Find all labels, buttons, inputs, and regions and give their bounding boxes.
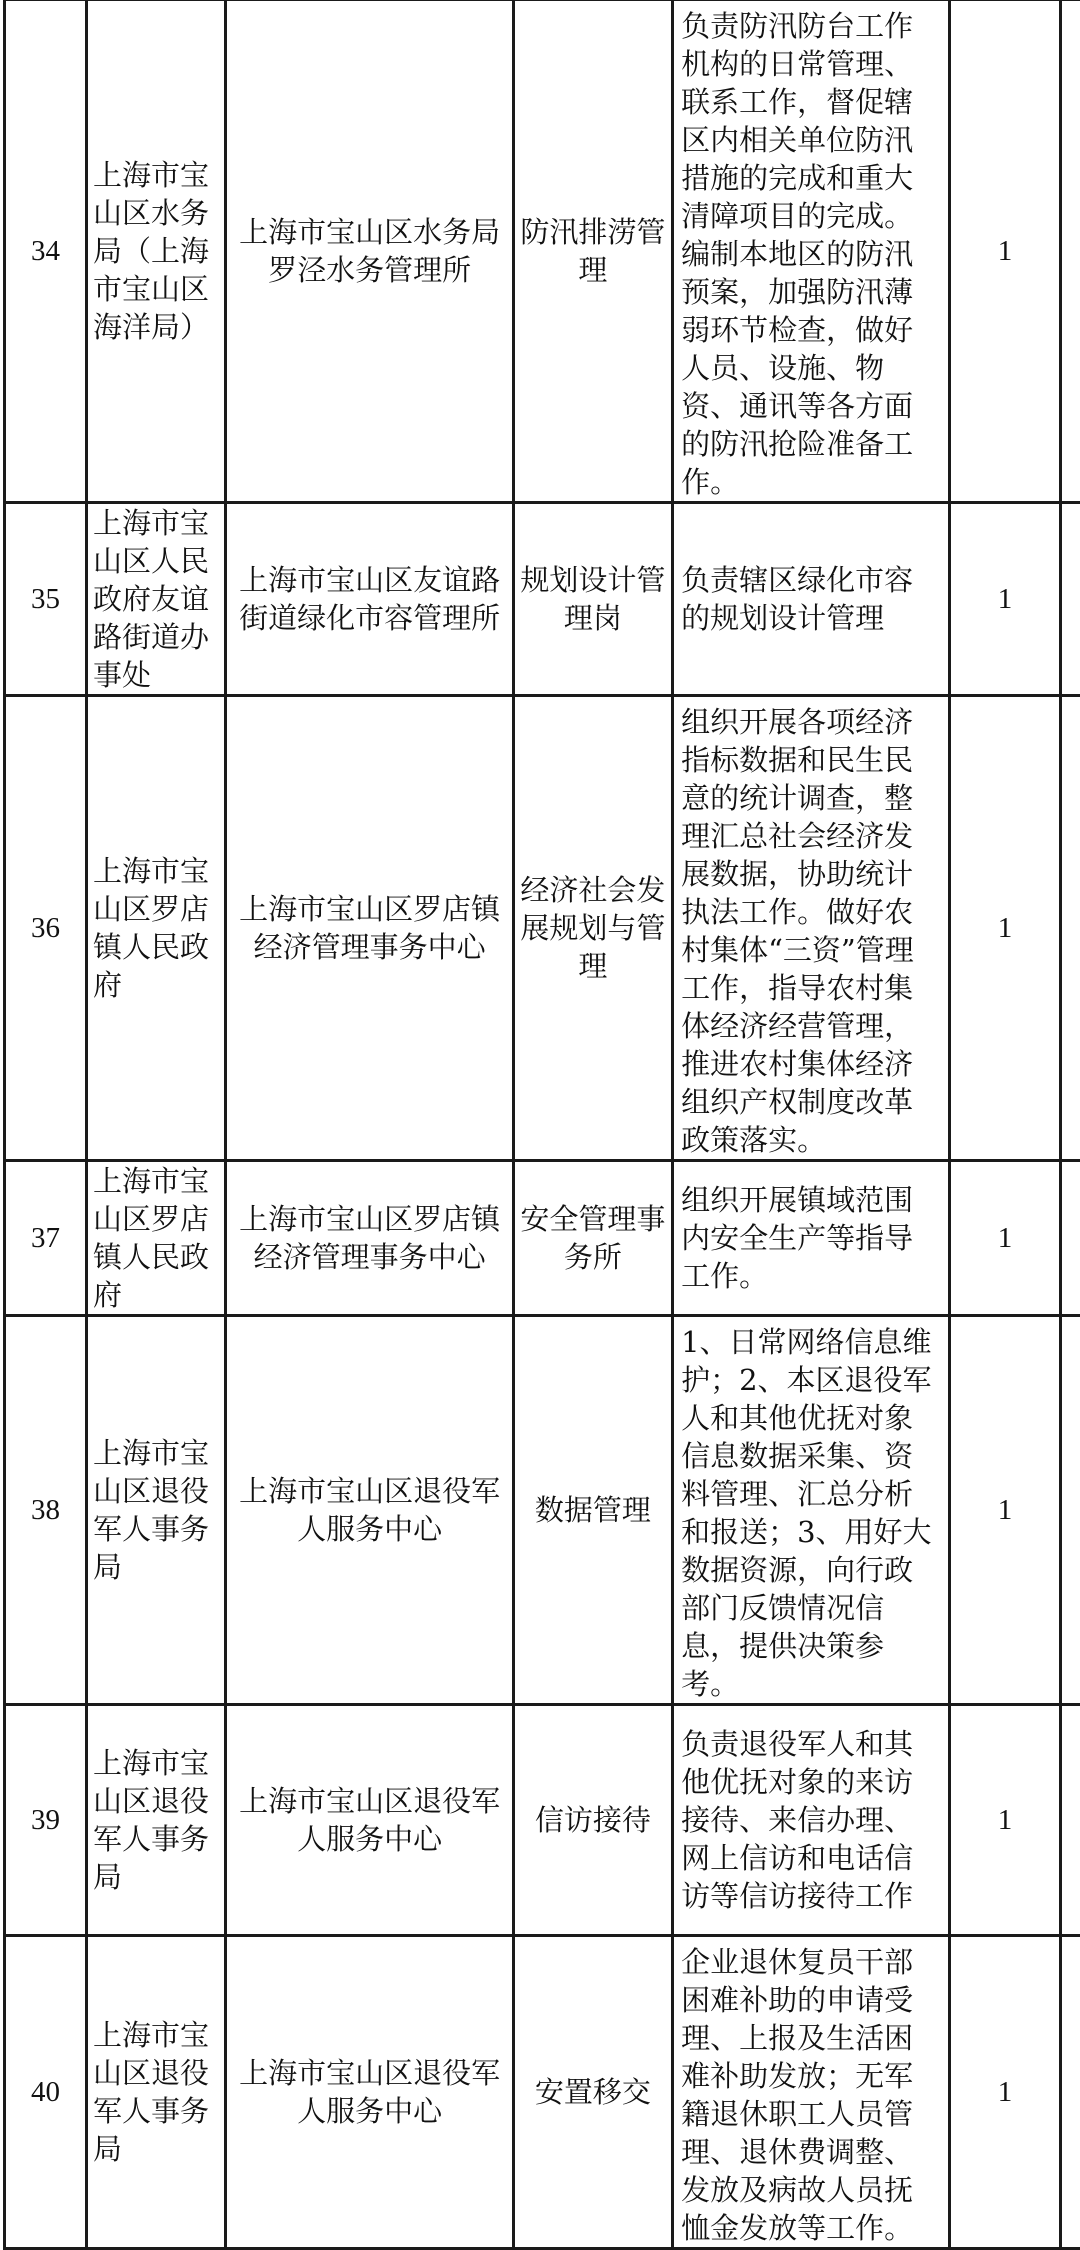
table-row — [5, 1161, 1080, 1316]
row-number: 34 — [5, 0, 87, 503]
table-row — [5, 1705, 1080, 1936]
row-position: 信访接待 — [513, 1705, 672, 1936]
row-count: 1 — [949, 503, 1060, 696]
row-organization: 上海市宝山区罗店镇人民政府 — [87, 696, 226, 1161]
table-row — [5, 1316, 1080, 1705]
table-row — [5, 1936, 1080, 2249]
row-edge — [1061, 1316, 1080, 1705]
row-number: 39 — [5, 1705, 87, 1936]
row-description: 组织开展镇域范围内安全生产等指导工作。 — [673, 1161, 950, 1316]
row-edge — [1061, 0, 1080, 503]
row-description: 企业退休复员干部困难补助的申请受理、上报及生活困难补助发放；无军籍退休职工人员管理、退休费调整、发放及病故人员抚恤金发放等工作。 — [673, 1936, 950, 2249]
row-number: 36 — [5, 696, 87, 1161]
row-organization: 上海市宝山区退役军人事务局 — [87, 1936, 226, 2249]
row-description: 1、日常网络信息维护；2、本区退役军人和其他优抚对象信息数据采集、资料管理、汇总分析和报送；3、用好大数据资源，向行政部门反馈情况信息，提供决策参考。 — [673, 1316, 950, 1705]
row-description: 负责防汛防台工作机构的日常管理、联系工作，督促辖区内相关单位防汛措施的完成和重大清障项目的完成。编制本地区的防汛预案，加强防汛薄弱环节检查，做好人员、设施、物资、通讯等各方面的防汛抢险准备工作。 — [673, 0, 950, 503]
row-count: 1 — [949, 1705, 1060, 1936]
row-organization: 上海市宝山区水务局（上海市宝山区海洋局） — [87, 0, 226, 503]
row-position: 经济社会发展规划与管理 — [513, 696, 672, 1161]
job-positions-table — [3, 0, 1080, 2250]
row-description: 负责退役军人和其他优抚对象的来访接待、来信办理、网上信访和电话信访等信访接待工作 — [673, 1705, 950, 1936]
row-organization: 上海市宝山区人民政府友谊路街道办事处 — [87, 503, 226, 696]
row-description: 负责辖区绿化市容的规划设计管理 — [673, 503, 950, 696]
row-number: 37 — [5, 1161, 87, 1316]
table-row — [5, 0, 1080, 503]
row-organization: 上海市宝山区退役军人事务局 — [87, 1316, 226, 1705]
table-row — [5, 503, 1080, 696]
row-edge — [1061, 1161, 1080, 1316]
row-organization: 上海市宝山区退役军人事务局 — [87, 1705, 226, 1936]
row-number: 40 — [5, 1936, 87, 2249]
row-unit: 上海市宝山区罗店镇经济管理事务中心 — [226, 1161, 513, 1316]
row-organization: 上海市宝山区罗店镇人民政府 — [87, 1161, 226, 1316]
row-unit: 上海市宝山区退役军人服务中心 — [226, 1936, 513, 2249]
row-count: 1 — [949, 696, 1060, 1161]
row-number: 38 — [5, 1316, 87, 1705]
row-position: 安置移交 — [513, 1936, 672, 2249]
row-unit: 上海市宝山区退役军人服务中心 — [226, 1705, 513, 1936]
row-position: 规划设计管理岗 — [513, 503, 672, 696]
row-unit: 上海市宝山区罗店镇经济管理事务中心 — [226, 696, 513, 1161]
row-unit: 上海市宝山区水务局罗泾水务管理所 — [226, 0, 513, 503]
row-count: 1 — [949, 0, 1060, 503]
row-edge — [1061, 696, 1080, 1161]
row-unit: 上海市宝山区退役军人服务中心 — [226, 1316, 513, 1705]
row-position: 防汛排涝管理 — [513, 0, 672, 503]
row-position: 安全管理事务所 — [513, 1161, 672, 1316]
row-position: 数据管理 — [513, 1316, 672, 1705]
row-count: 1 — [949, 1161, 1060, 1316]
row-edge — [1061, 503, 1080, 696]
row-edge — [1061, 1705, 1080, 1936]
row-edge — [1061, 1936, 1080, 2249]
row-count: 1 — [949, 1936, 1060, 2249]
row-description: 组织开展各项经济指标数据和民生民意的统计调查，整理汇总社会经济发展数据，协助统计执法工作。做好农村集体“三资”管理工作，指导农村集体经济经营管理，推进农村集体经济组织产权制度改革政策落实。 — [673, 696, 950, 1161]
table-row — [5, 696, 1080, 1161]
row-count: 1 — [949, 1316, 1060, 1705]
row-unit: 上海市宝山区友谊路街道绿化市容管理所 — [226, 503, 513, 696]
row-number: 35 — [5, 503, 87, 696]
